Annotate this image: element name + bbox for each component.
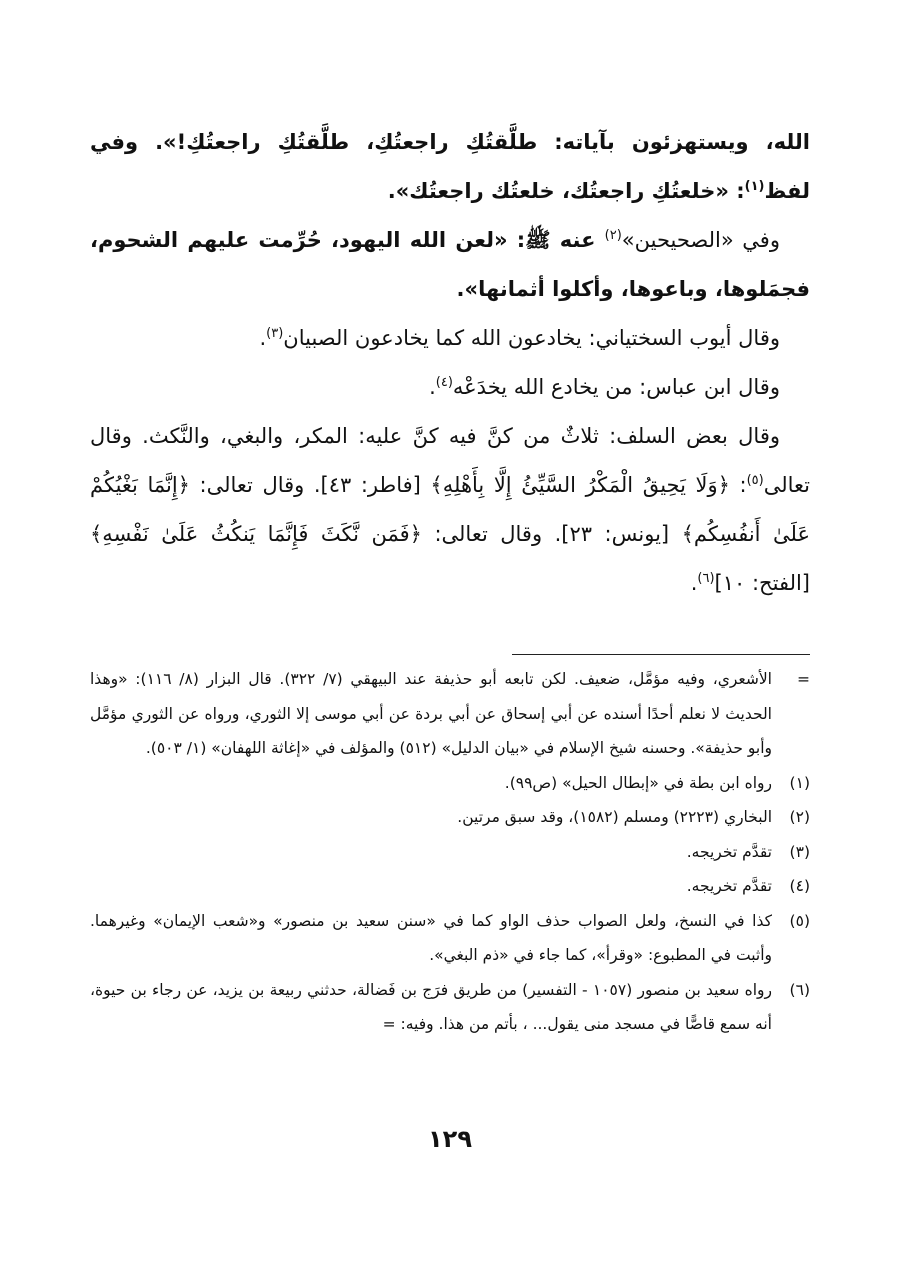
footnote-ref-3[interactable]: (٣) [266, 326, 284, 341]
footnote-number: (١) [789, 773, 810, 792]
footnote-number: (٤) [789, 877, 810, 895]
footnote-separator [512, 654, 810, 655]
page-number: ١٢٩ [428, 1125, 472, 1153]
footnote-ref-6[interactable]: (٦) [697, 571, 715, 586]
footnote-number: (٥) [789, 911, 810, 930]
paragraph-1 [90, 118, 810, 216]
footnote-continuation [90, 662, 810, 766]
paragraph-2 [90, 216, 810, 314]
footnote-number: (٦) [789, 980, 810, 999]
footnote-text: كذا في النسخ، ولعل الصواب حذف الواو كما في «سنن سعيد بن منصور» و«شعب الإيمان» وغيرهما. وأثبت في المطبوع: «وقرأ»، كما جاء في «ذم البغي». [90, 911, 772, 964]
footnote-item [90, 973, 810, 1042]
footnote-item [90, 869, 810, 904]
paragraph-4-text-b: . [429, 375, 436, 399]
footnote-item [90, 766, 810, 801]
footnote-number: (٣) [789, 842, 810, 861]
footnote-item [90, 800, 810, 835]
footnote-ref-2[interactable]: (٢) [604, 228, 622, 243]
paragraph-1-text-a: الله، ويستهزئون بآياته: طلَّقتُكِ راجعتُكِ، طلَّقتُكِ راجعتُكِ!». وفي لفظ [90, 130, 810, 203]
continuation-text: الأشعري، وفيه مؤمَّل، ضعيف. لكن تابعه أبو حذيفة عند البيهقي (٧/ ٣٢٢). قال البزار (٨/ ١١٦): «وهذا الحديث لا نعلم أحدًا أسنده عن أبي إسحاق عن أبي بردة عن أبي موسى إلا الثوري، ورواه عن الثوري مؤمَّل وأبو حذيفة». وحسنه شيخ الإسلام في «بيان الدليل» (٥١٢) والمؤلف في «إغاثة اللهفان» (١/ ٥٠٣). [90, 670, 772, 757]
paragraph-2-text-b: عنه ﷺ: «لعن الله اليهود، حُرِّمت عليهم الشحوم، فجمَلوها، وباعوها، وأكلوا أثمانها». [90, 228, 810, 301]
paragraph-5-text-b: : ﴿وَلَا يَحِيقُ الْمَكْرُ السَّيِّئُ إِلَّا بِأَهْلِهِ﴾ [فاطر: ٤٣]. وقال تعالى: ﴿إِنَّمَا بَغْيُكُمْ عَلَىٰ أَنفُسِكُم﴾ [يونس: ٢٣]. وقال تعالى: ﴿فَمَن نَّكَثَ فَإِنَّمَا يَنكُثُ عَلَىٰ نَفْسِهِ﴾ [الفتح: ١٠] [90, 473, 810, 595]
continuation-mark: = [797, 670, 810, 688]
paragraph-3 [90, 314, 810, 363]
paragraph-2-text-a: وفي «الصحيحين» [621, 228, 780, 252]
footnotes [90, 662, 810, 1042]
footnote-ref-5[interactable]: (٥) [746, 473, 764, 488]
footnote-item [90, 904, 810, 973]
paragraph-5 [90, 412, 810, 608]
main-text [90, 118, 810, 608]
paragraph-3-text-a: وقال أيوب السختياني: يخادعون الله كما يخادعون الصبيان [283, 326, 780, 350]
footnote-ref-4[interactable]: (٤) [435, 375, 453, 390]
paragraph-5-text-a: وقال بعض السلف: ثلاثٌ من كنَّ فيه كنَّ عليه: المكر، والبغي، والنَّكث. وقال تعالى [90, 424, 810, 497]
footnote-text: البخاري (٢٢٢٣) ومسلم (١٥٨٢)، وقد سبق مرتين. [457, 808, 772, 826]
footnote-text: رواه سعيد بن منصور (١٠٥٧ - التفسير) من طريق فرَج بن فَضالة، حدثني ربيعة بن يزيد، عن رجاء بن حيوة، أنه سمع قاصًّا في مسجد منى يقول... ، بأتم من هذا. وفيه: = [90, 980, 772, 1033]
footnote-text: تقدَّم تخريجه. [686, 842, 772, 861]
paragraph-4-text-a: وقال ابن عباس: من يخادع الله يخدَعْه [452, 375, 780, 399]
footnote-text: رواه ابن بطة في «إبطال الحيل» (ص٩٩). [504, 773, 772, 792]
footnote-text: تقدَّم تخريجه. [686, 877, 772, 895]
paragraph-1-text-b: : «خلعتُكِ راجعتُك، خلعتُك راجعتُك». [387, 179, 745, 203]
footnote-item [90, 835, 810, 870]
paragraph-3-text-b: . [259, 326, 267, 350]
paragraph-4 [90, 363, 810, 412]
footnote-number: (٢) [789, 808, 810, 826]
footnote-ref-1[interactable]: (١) [744, 179, 765, 194]
paragraph-5-text-c: . [690, 571, 698, 595]
